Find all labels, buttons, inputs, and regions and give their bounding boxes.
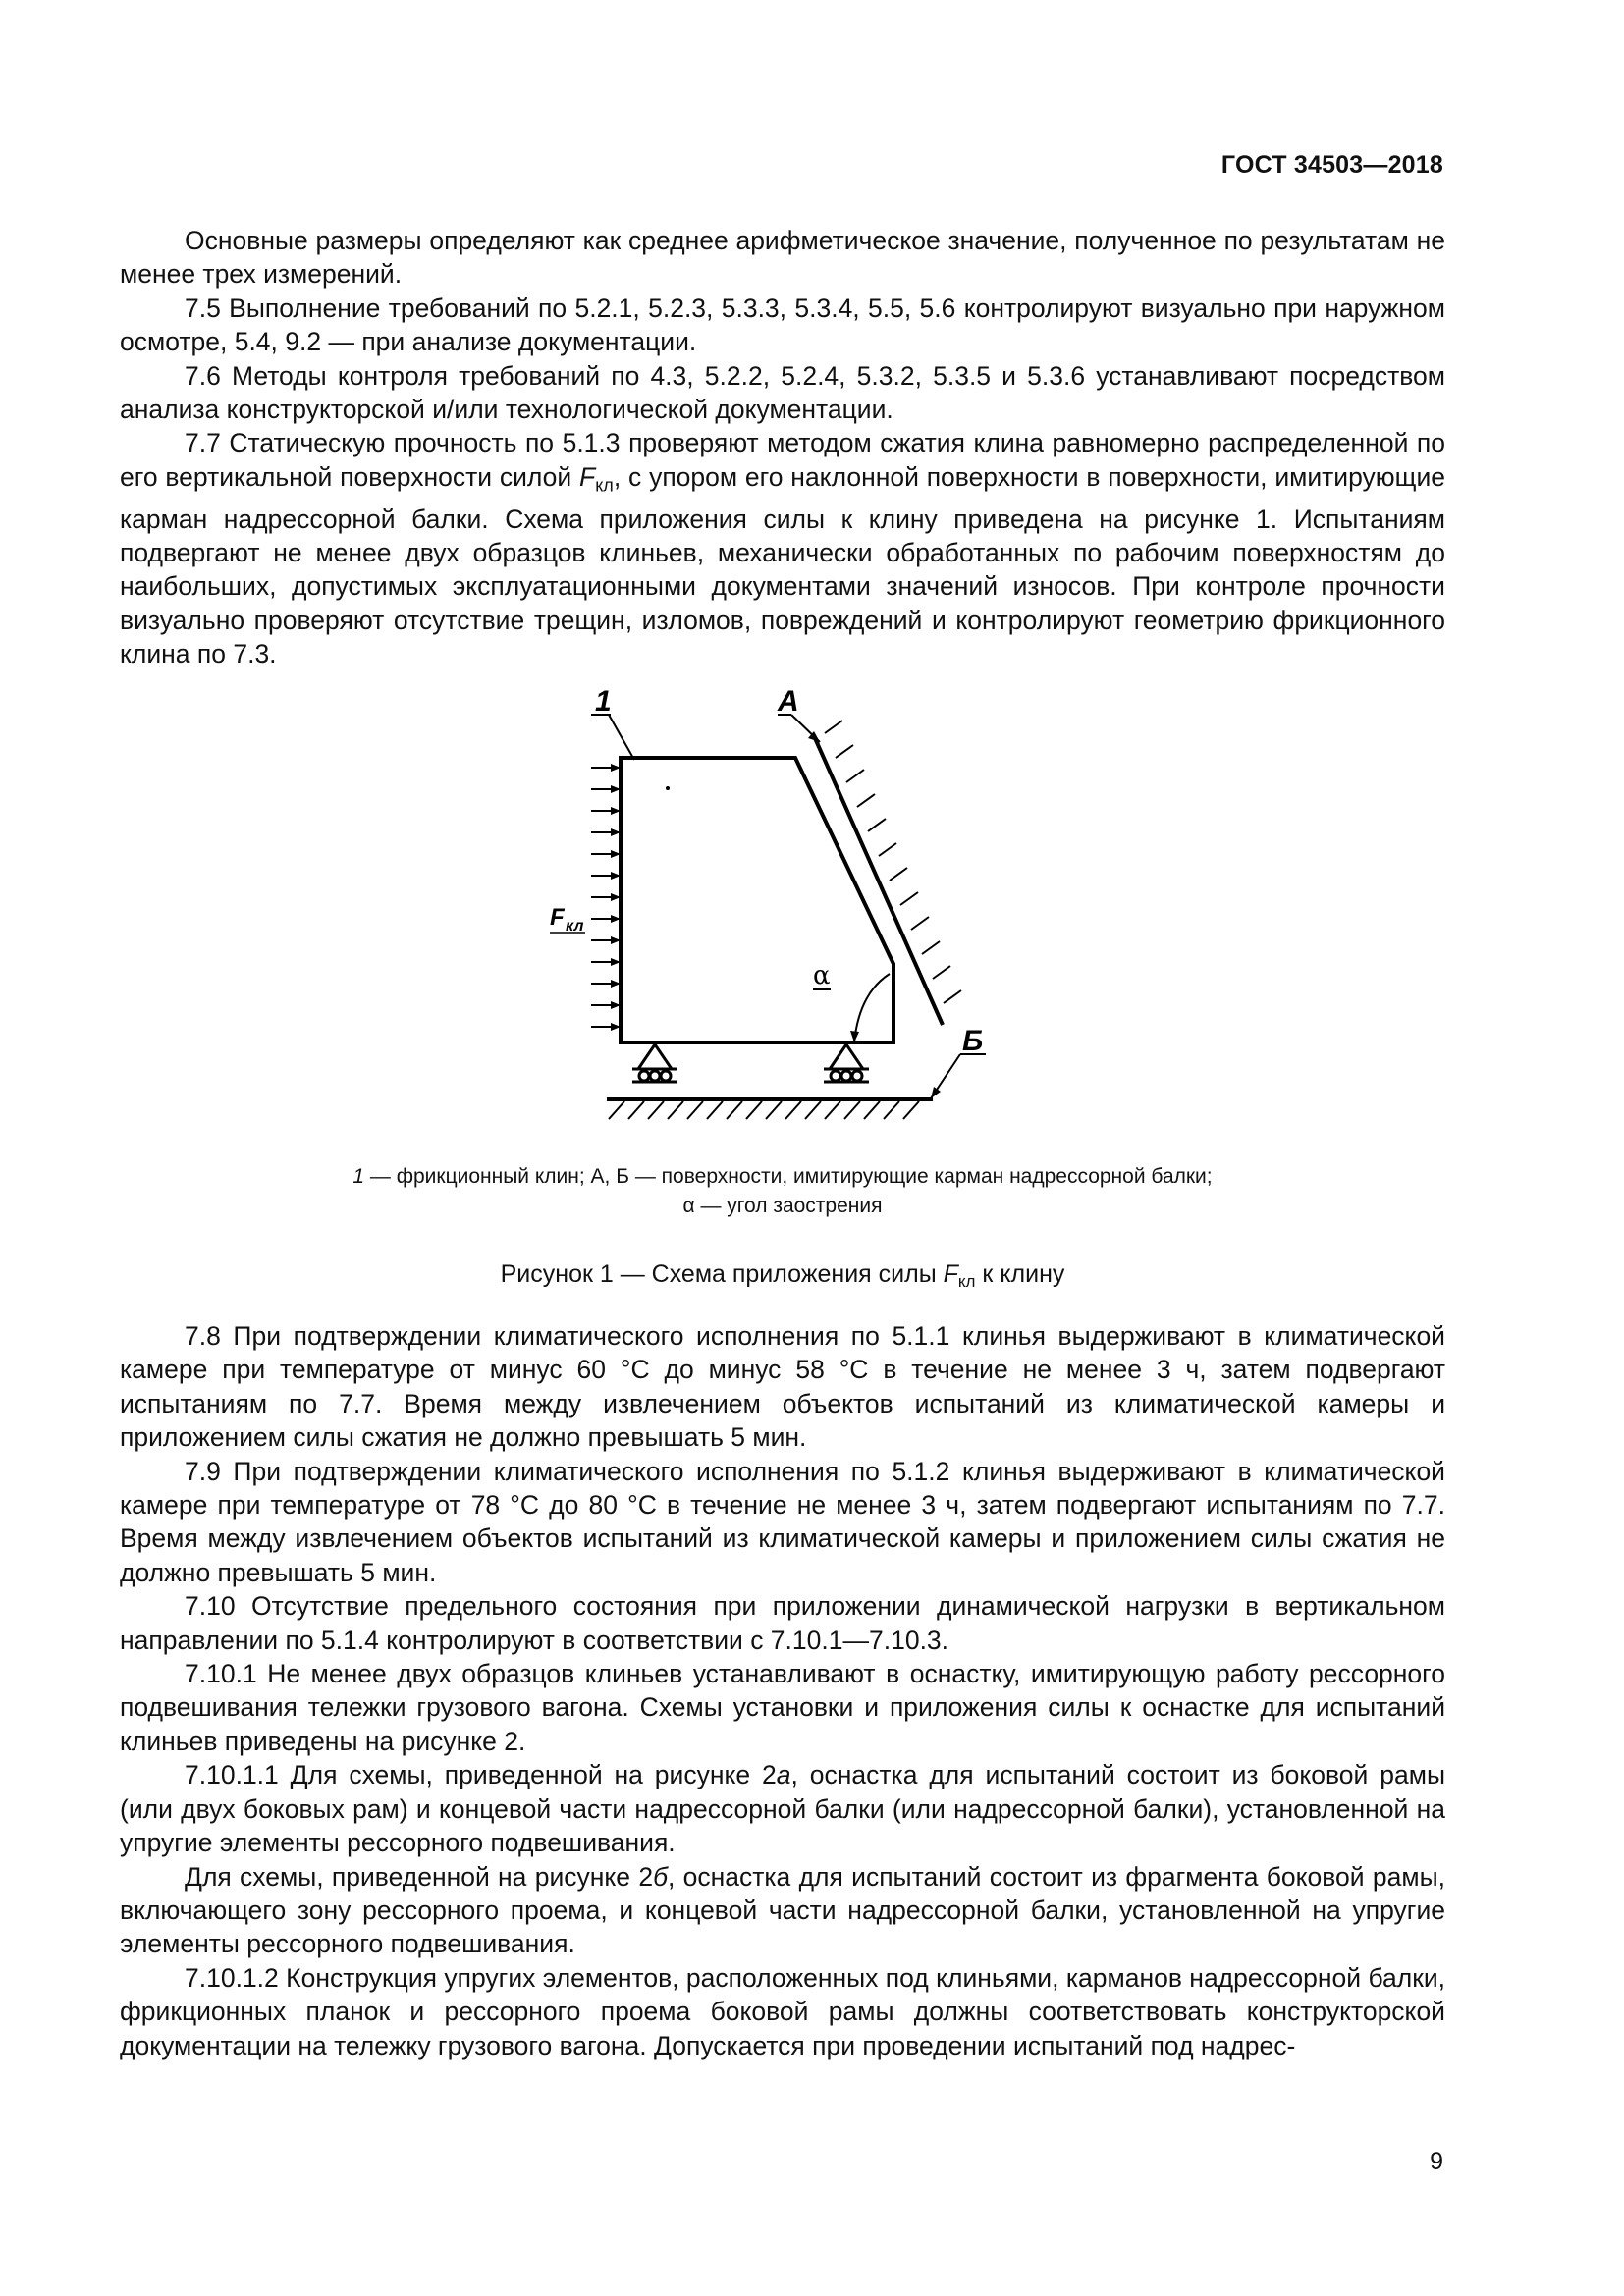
paragraph-7-7 <box>120 426 1445 670</box>
figure-title-subscript: кл <box>957 1272 976 1292</box>
p71011-ref: а <box>776 1760 791 1790</box>
paragraph-7-10-1: 7.10.1 Не менее двух образцов клиньев устанавливают в оснастку, имитирующую работу рессорного подвешивания тележки грузового вагона. Схемы установки и приложения силы к оснастке для испытаний клиньев приведены на рисунке 2. <box>120 1659 1445 1756</box>
paragraph-7-5: 7.5 Выполнение требований по 5.2.1, 5.2.3, 5.3.3, 5.3.4, 5.5, 5.6 контролируют визуально при наружном осмотре, 5.4, 9.2 — при анализе документации. <box>120 293 1445 357</box>
p71011-after: , оснастка для испытаний состоит из боковой рамы (или двух боковых рам) и концевой части надрессорной балки (или надрессорной балки), установленной на упругие элементы рессорного подвешивания. <box>120 1760 1445 1858</box>
p77-force-symbol: F <box>579 461 596 492</box>
p77-text-before: 7.7 Статическую прочность по 5.1.3 проверяют методом сжатия клина равномерно распределенной по его вертикальной поверхности силой <box>120 428 1445 492</box>
legend-number: 1 <box>352 1165 365 1188</box>
p77-force-subscript: кл <box>595 475 614 496</box>
support-left <box>632 1044 677 1082</box>
page-number: 9 <box>1430 2148 1443 2175</box>
scheme-b-ref: б <box>653 1861 668 1892</box>
paragraph-7-6: 7.6 Методы контроля требований по 4.3, 5.2.2, 5.2.4, 5.3.2, 5.3.5 и 5.3.6 устанавливают посредством анализа конструкторской и/или технологической документации. <box>120 360 1445 425</box>
support-right <box>824 1044 869 1082</box>
wedge-body <box>621 758 893 1042</box>
paragraph-7-9: 7.9 При подтверждении климатического исполнения по 5.1.2 клинья выдерживают в климатической камере при температуре от 78 °С до 80 °С в течение не менее 3 ч, затем подвергают испытаниям по 7.7. Время между извлечением объектов испытаний из климатической камеры и приложением силы сжатия не должно превышать 5 мин. <box>120 1456 1445 1587</box>
paragraph-7-10-1-2: 7.10.1.2 Конструкция упругих элементов, расположенных под клиньями, карманов надрессорной балки, фрикционных планок и рессорного проема боковой рамы должны соответствовать конструкторской документации на тележку грузового вагона. Допускается при проведении испытаний под надрес- <box>120 1962 1445 2060</box>
paragraph-7-10: 7.10 Отсутствие предельного состояния при приложении динамической нагрузки в вертикальном направлении по 5.1.4 контролируют в соответствии с 7.10.1—7.10.3. <box>120 1591 1445 1655</box>
wedge-center-dot <box>666 786 670 790</box>
figure-title-after: к клину <box>975 1260 1065 1288</box>
p71011-before: 7.10.1.1 Для схемы, приведенной на рисунке 2 <box>185 1760 777 1790</box>
paragraph-scheme-b <box>120 1860 1445 1961</box>
document-header: ГОСТ 34503—2018 <box>1220 151 1443 179</box>
paragraph-7-8: 7.8 При подтверждении климатического исполнения по 5.1.1 клинья выдерживают в климатической камере при температуре от минус 60 °С до минус 58 °С в течение не менее 3 ч, затем подвергают испытаниям по 7.7. Время между извлечением объектов испытаний из климатической камеры и приложением силы сжатия не должно превышать 5 мин. <box>120 1321 1445 1453</box>
figure-title-before: Рисунок 1 — Схема приложения силы <box>500 1260 944 1288</box>
leader-b-arrowhead <box>931 1087 941 1098</box>
angle-arc <box>854 974 890 1042</box>
scheme-b-before: Для схемы, приведенной на рисунке 2 <box>185 1861 654 1892</box>
figure-force-symbol: F <box>550 904 565 931</box>
figure-1-wedge-diagram <box>530 679 1041 1131</box>
figure-force-subscript: кл <box>566 918 584 934</box>
figure-label-a: А <box>778 685 799 718</box>
figure-title-force: F <box>943 1260 958 1288</box>
leader-1-to-wedge <box>609 715 634 760</box>
scheme-b-after: , оснастка для испытаний состоит из фрагмента боковой рамы, включающего зону рессорного проема, и концевой части надрессорной балки, установленной на упругие элементы рессорного подвешивания. <box>120 1861 1445 1959</box>
figure-title <box>120 1260 1445 1292</box>
paragraph-dimensions: Основные размеры определяют как среднее арифметическое значение, полученное по результатам не менее трех измерений. <box>120 226 1445 290</box>
paragraph-7-10-1-1 <box>120 1758 1445 1859</box>
p77-text-after: , с упором его наклонной поверхности в поверхности, имитирующие карман надрессорной балки. Схема приложения силы к клину приведена на рисунке 1. Испытаниям подвергают не менее двух образцов клиньев, механически обработанных по рабочим поверхностям до наибольших, допустимых эксплуатационными документами значений износов. При контроле прочности визуально проверяют отсутствие трещин, изломов, повреждений и контролируют геометрию фрикционного клина по 7.3. <box>120 461 1445 669</box>
text-block-top <box>120 224 1445 671</box>
surface-b-hatching <box>609 1101 919 1119</box>
text-block-bottom <box>120 1319 1445 2062</box>
figure-legend-line-1 <box>120 1162 1445 1192</box>
figure-legend-line-2: α — угол заострения <box>682 1195 883 1217</box>
figure-label-alpha: α <box>813 961 831 990</box>
figure-label-b: Б <box>962 1025 984 1057</box>
figure-label-1: 1 <box>595 685 612 718</box>
legend-text: — фрикционный клин; А, Б — поверхности, имитирующие карман надрессорной балки; <box>364 1165 1213 1188</box>
